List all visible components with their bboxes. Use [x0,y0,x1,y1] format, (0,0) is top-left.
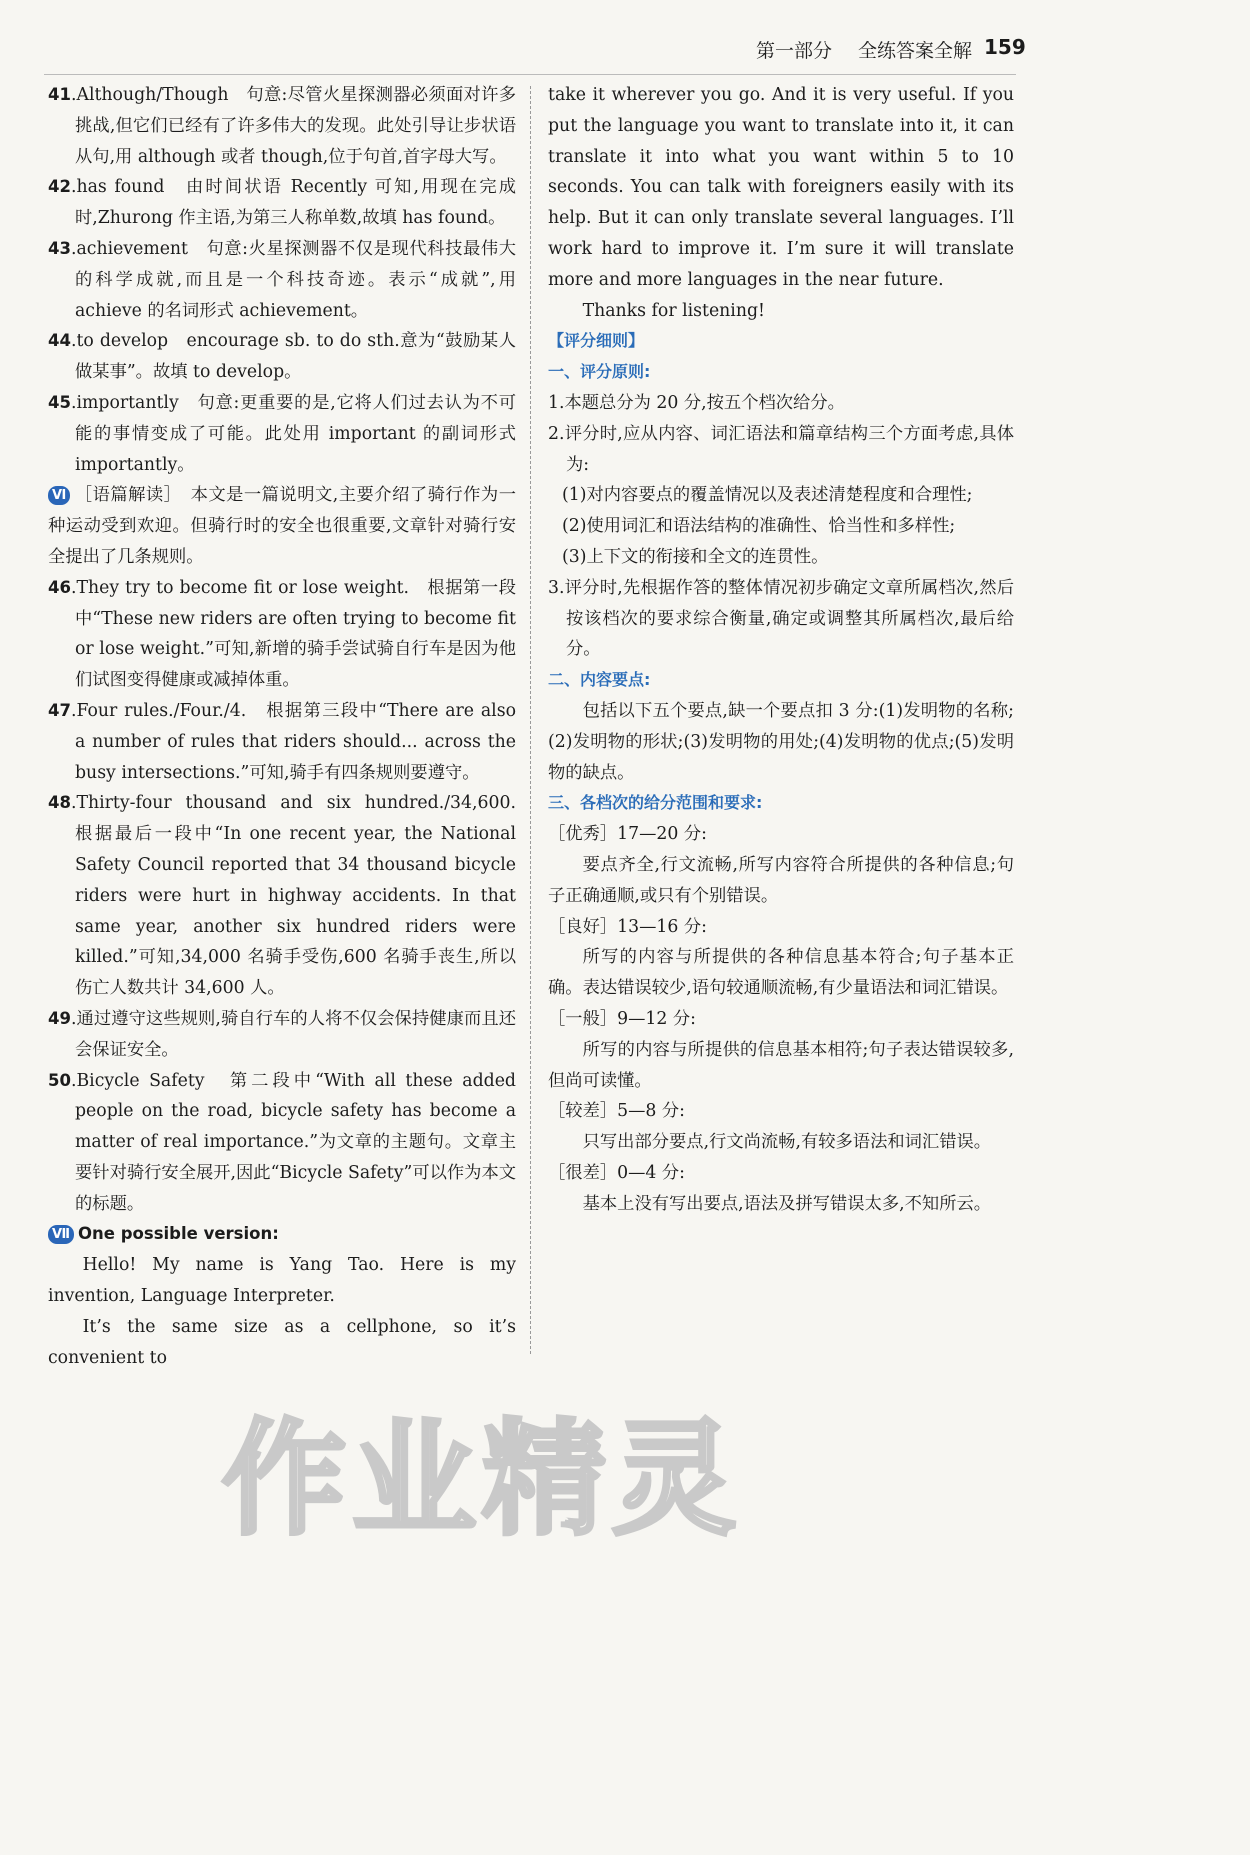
answer-47: 47.Four rules./Four./4. 根据第三段中“There are also a number of rules that riders should... across the busy intersections.”可知,骑手有四条规则要遵守。 [48,700,516,783]
content-points-heading: 二、内容要点: [548,670,651,690]
content-points-text: 包括以下五个要点,缺一个要点扣 3 分:(1)发明物的名称;(2)发明物的形状;(3)发明物的用处;(4)发明物的优点;(5)发明物的缺点。 [548,700,1014,783]
principle-3: 3.评分时,先根据作答的整体情况初步确定文章所属档次,然后按该档次的要求综合衡量,确定或调整其所属档次,最后给分。 [548,577,1014,660]
answer-46: 46.They try to become fit or lose weight. 根据第一段中“These new riders are often trying to become fit or lose weight.”可知,新增的骑手尝试骑自行车是因为他们试图变得健康或减掉体重。 [48,577,516,691]
grade-very-poor-text: 基本上没有写出要点,语法及拼写错误太多,不知所云。 [582,1193,992,1214]
essay-closing: Thanks for listening! [582,300,765,321]
scoring-principles-heading: 一、评分原则: [548,362,651,382]
essay-paragraph-2: It’s the same size as a cellphone, so it’s convenient to [48,1316,516,1368]
answer-41: 41.Although/Though 句意:尽管火星探测器必须面对许多挑战,但它们已经有了许多伟大的发现。此处引导让步状语从句,用 although 或者 though,位于句首,首字母大写。 [48,85,516,167]
section-6-badge: Ⅵ [48,486,70,505]
right-column [548,80,1014,1219]
answer-42: 42.has found 由时间状语 Recently 可知,用现在完成时,Zhurong 作主语,为第三人称单数,故填 has found。 [48,177,516,229]
grade-very-poor: ［很差］0—4 分: [548,1162,685,1183]
header-subtitle: 全练答案全解 [858,40,973,62]
section-label: 第一部分 [756,40,833,62]
answer-44: 44.to develop encourage sb. to do sth.意为“鼓励某人做某事”。故填 to develop。 [48,331,516,383]
grade-poor: ［较差］5—8 分: [548,1101,685,1122]
principle-2b: (2)使用词汇和语法结构的准确性、恰当性和多样性; [562,516,956,537]
page-header [756,35,1026,66]
header-rule [44,74,1016,75]
grade-average: ［一般］9—12 分: [548,1008,696,1029]
section-7-heading: Ⅶ One possible version: [48,1219,516,1250]
answer-49: 49.通过遵守这些规则,骑自行车的人将不仅会保持健康而且还会保证安全。 [48,1008,516,1060]
page-number: 159 [984,35,1026,59]
scoring-title: 【评分细则】 [548,331,645,351]
left-column [48,80,534,1373]
answer-48: 48.Thirty-four thousand and six hundred./34,600. 根据最后一段中“In one recent year, the National Safety Council reported that 34 thousand bicycle riders were hurt in highway accidents. In that same year, another six hundred riders were killed.”可知,34,000 名骑手受伤,600 名骑手丧生,所以伤亡人数共计 34,600 人。 [48,793,534,999]
grade-poor-text: 只写出部分要点,行文尚流畅,有较多语法和词汇错误。 [582,1132,992,1153]
column-divider [530,86,531,1354]
principle-2c: (3)上下文的衔接和全文的连贯性。 [562,546,829,567]
principle-2a: (1)对内容要点的覆盖情况以及表述清楚程度和合理性; [562,485,973,506]
section-7-badge: Ⅶ [48,1225,74,1244]
principle-2: 2.评分时,应从内容、词汇语法和篇章结构三个方面考虑,具体为: [548,423,1014,475]
grade-good: ［良好］13—16 分: [548,916,707,937]
svg-text:作业精灵: 作业精灵 [221,1408,743,1550]
watermark-logo [212,1400,752,1550]
grade-excellent: ［优秀］17—20 分: [548,824,707,845]
answer-43: 43.achievement 句意:火星探测器不仅是现代科技最伟大的科学成就,而且是一个科技奇迹。表示“成就”,用 achieve 的名词形式 achievement。 [48,238,516,321]
principle-1: 1.本题总分为 20 分,按五个档次给分。 [548,392,845,413]
answer-50: 50.Bicycle Safety 第二段中“With all these added people on the road, bicycle safety has become a matter of real importance.”为文章的主题句。文章主要针对骑行安全展开,因此“Bicycle Safety”可以作为本文的标题。 [48,1070,517,1214]
answer-45: 45.importantly 句意:更重要的是,它将人们过去认为不可能的事情变成了可能。此处用 important 的副词形式 importantly。 [48,392,516,475]
grade-average-text: 所写的内容与所提供的信息基本相符;句子表达错误较多,但尚可读懂。 [548,1039,1014,1091]
essay-paragraph-1: Hello! My name is Yang Tao. Here is my invention, Language Interpreter. [48,1255,516,1307]
essay-continuation: take it wherever you go. And it is very useful. If you put the language you want to translate into it, it can translate it into what you want within 5 to 10 seconds. You can talk with foreigners easily with its help. But it can only translate several languages. I’ll work hard to improve it. I’m sure it will translate more and more languages in the near future. [548,85,1014,290]
grade-excellent-text: 要点齐全,行文流畅,所写内容符合所提供的各种信息;句子正确通顺,或只有个别错误。 [548,854,1014,906]
grade-levels-heading: 三、各档次的给分范围和要求: [548,793,763,813]
grade-good-text: 所写的内容与所提供的各种信息基本符合;句子基本正确。表达错误较少,语句较通顺流畅,有少量语法和词汇错误。 [548,947,1014,999]
section-6-passage-note: Ⅵ ［语篇解读］ 本文是一篇说明文,主要介绍了骑行作为一种运动受到欢迎。但骑行时的安全也很重要,文章针对骑行安全提出了几条规则。 [48,485,516,567]
